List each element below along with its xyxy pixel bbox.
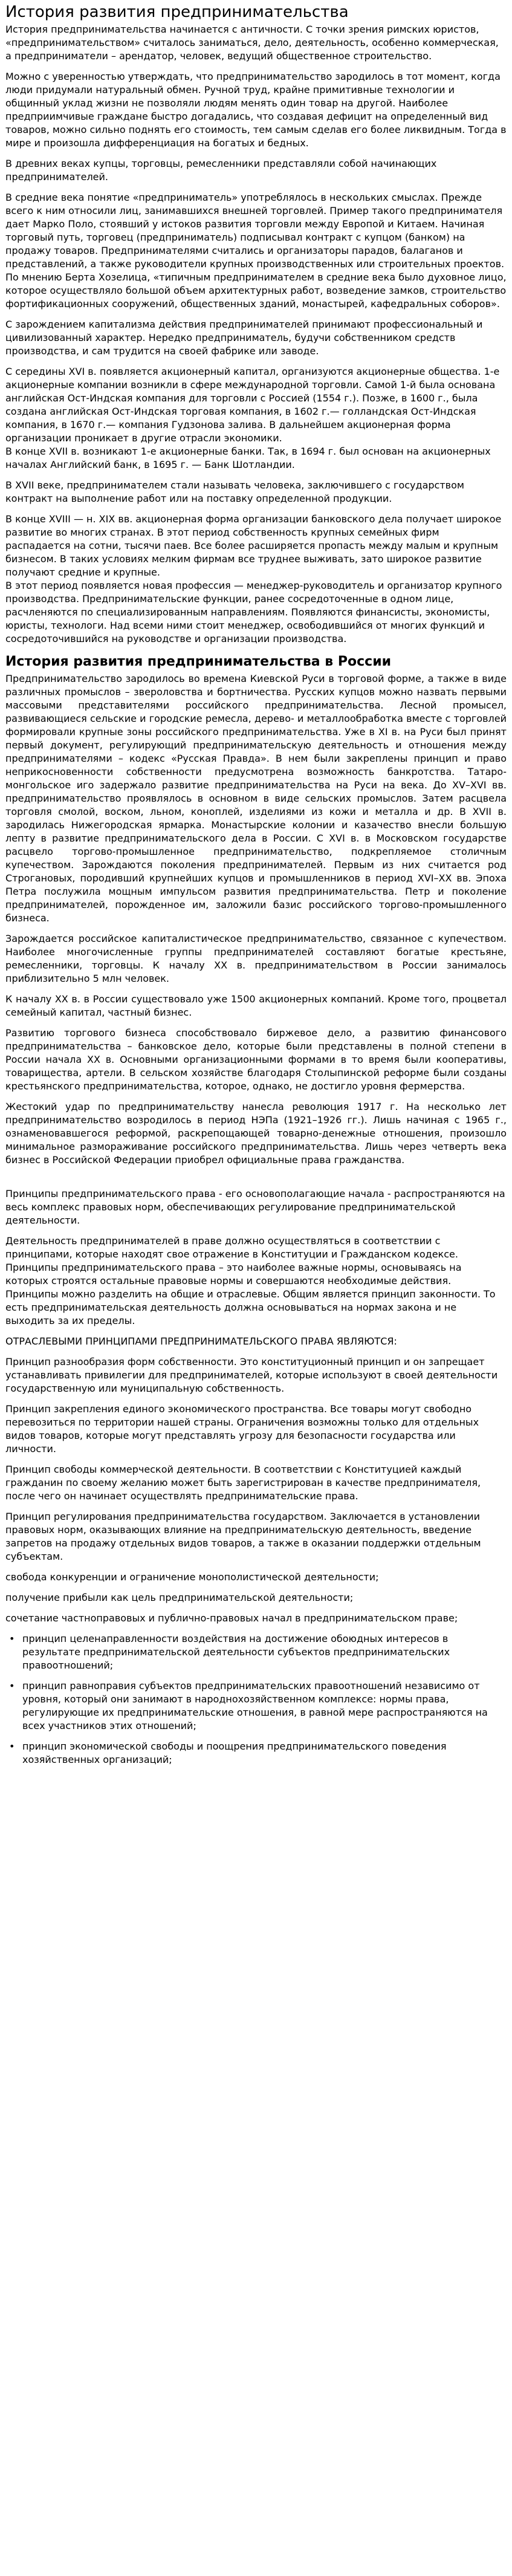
list-item-text: принцип экономической свободы и поощрения предпринимательского поведения хозяйственных организаций;	[22, 1741, 447, 1765]
principles-list	[5, 1632, 507, 1767]
paragraph: В средние века понятие «предприниматель» употреблялось в нескольких смыслах. Прежде всего к ним относили лиц, занимавшихся внешней торговлей. Пример такого предпринимателя дает Марко Поло, стоявший у истоков развития торговли между Европой и Китаем. Начиная торговый путь, торговец (предприниматель) подписывал контракт с купцом (банком) на продажу товаров. Предпринимателями считались и организаторы парадов, балаганов и представлений, а также руководители крупных производственных или строительных проектов. По мнению Берта Хозелица, «типичным предпринимателем в средние века было духовное лицо, которое осуществляло большой объем архитектурных работ, возведение замков, строительство фортификационных сооружений, общественных зданий, монастырей, кафедральных соборов».	[5, 192, 507, 310]
list-item	[5, 1740, 507, 1767]
paragraph: С середины XVI в. появляется акционерный капитал, организуются акционерные общества. 1-е акционерные компании возникли в сфере международной торговли. Самой 1-й была основана английская Ост-Индская компания для торговли с Россией (1554 г.). Позже, в 1600 г., была создана английская Ост-Индская торговая компания, в 1602 г.— голландская Ост-Индская компания, в 1670 г.— компания Гудзонова залива. В дальнейшем акционерная форма организации проникает в другие отрасли экономики. В конце XVII в. возникают 1-е акционерные банки. Так, в 1694 г. был основан на акционерных началах Английский банк, в 1695 г. — Банк Шотландии.	[5, 366, 500, 470]
paragraph: Принципы предпринимательского права - его основополагающие начала - распространяются на весь комплекс правовых норм, обеспечивающих регулирование предпринимательской деятельности.	[5, 1188, 505, 1226]
section-title-russia: История развития предпринимательства в России	[5, 654, 392, 669]
paragraph: сочетание частноправовых и публично-правовых начал в предпринимательском праве;	[5, 1612, 458, 1624]
paragraph: свобода конкуренции и ограничение монополистической деятельности;	[5, 1571, 379, 1583]
paragraph: С зарождением капитализма действия предпринимателей принимают профессиональный и цивилизованный характер. Нередко предприниматель, будучи собственником средств производства, и сам трудится на своей фабрике или заводе.	[5, 319, 483, 357]
paragraph: Зарождается российское капиталистическое предпринимательство, связанное с купечеством. Наиболее многочисленные группы предпринимателей составляют богатые крестьяне, ремесленники, торговцы. К началу XX в. предпринимательством в России занималось приблизительно 5 млн человек.	[5, 933, 507, 984]
list-item	[5, 1679, 507, 1733]
principles-heading: ОТРАСЛЕВЫМИ ПРИНЦИПАМИ ПРЕДПРИНИМАТЕЛЬСКОГО ПРАВА ЯВЛЯЮТСЯ:	[5, 1335, 397, 1347]
paragraph: В XVII веке, предпринимателем стали называть человека, заключившего с государством контракт на выполнение работ или на поставку определенной продукции.	[5, 479, 464, 504]
bullet-icon: •	[9, 1680, 15, 1692]
paragraph: Развитию торгового бизнеса способствовало биржевое дело, а развитию финансового предпринимательства – банковское дело, которые были представлены в полной степени в России начала XX в. Основными организационными формами в то время были кооперативы, товарищества, артели. В сельском хозяйстве благодаря Столыпинской реформе были созданы крестьянского предпринимательства, которое, однако, не достигло уровня фермерства.	[5, 1027, 507, 1092]
spacer	[5, 1174, 507, 1187]
paragraph: Деятельность предпринимателей в праве должно осуществляться в соответствии с принципами, которые находят свое отражение в Конституции и Гражданском кодексе. Принципы предпринимательского права – это наиболее важные нормы, основываясь на которых строятся остальные правовые нормы и совершаются необходимые действия. Принципы можно разделить на общие и отраслевые. Общим является принцип законности. То есть предпринимательская деятельность должна основываться на нормах закона и не выходить за их пределы.	[5, 1235, 496, 1326]
paragraph: Принцип разнообразия форм собственности. Это конституционный принцип и он запрещает устанавливать привилегии для предпринимателей, которые используют в своей деятельности государственную или муниципальную собственность.	[5, 1356, 498, 1394]
paragraph: Предпринимательство зародилось во времена Киевской Руси в торговой форме, а также в виде различных промыслов – звероловства и бортничества. Русских купцов можно назвать первыми массовыми представителями российского предпринимательства. Лесной промысел, развивающиеся сельские и городские ремесла, дерево- и металлообработка вместе с торговлей формировали крупные зоны российского предпринимательства. Уже в XI в. на Руси был принят первый документ, регулирующий предпринимательскую деятельность и отношения между предпринимателями – кодекс «Русская Правда». В нем были закреплены принцип и право неприкосновенности собственности предусмотрена возможность банкротства. Татаро-монгольское иго задержало развитие предпринимательства на Руси на века. До XV–XVI вв. предпринимательство проявлялось в основном в виде сельских промыслов. Затем расцвела торговля смолой, воском, льном, коноплей, изделиями из кожи и металла и др. В XVII в. зародилась Нижегородская ярмарка. Монастырские колонии и казачество внесли большую лепту в развитие предпринимательского дела в России. С XVI в. в Московском государстве расцвело торгово-промышленное предпринимательство, подкрепляемое столичным купечеством. Зарождаются поколения предпринимателей. Первым из них считается род Строгановых, породивший крупнейших купцов и промышленников в период XVI–XX вв. Эпоха Петра послужила мощным импульсом развития предпринимательства. Петр и поколение предпринимателей, порожденное им, заложили базис российского торгово-промышленного бизнеса.	[5, 673, 507, 924]
paragraph: Принцип свободы коммерческой деятельности. В соответствии с Конституцией каждый гражданин по своему желанию может быть зарегистрирован в качестве предпринимателя, после чего он начинает осуществлять предпринимательские права.	[5, 1464, 481, 1502]
list-item	[5, 1632, 507, 1672]
bullet-icon: •	[9, 1633, 15, 1644]
paragraph: К началу XX в. в России существовало уже 1500 акционерных компаний. Кроме того, процветал семейный капитал, частный бизнес.	[5, 993, 507, 1018]
list-item-text: принцип равноправия субъектов предпринимательских правоотношений независимо от уровня, который они занимают в народнохозяйственном комплексе: нормы права, регулирующие их предпринимательские отношения, в равной мере распространяются на всех участников этих отношений;	[22, 1680, 488, 1731]
paragraph: Принцип регулирования предпринимательства государством. Заключается в установлении правовых норм, оказывающих влияние на предпринимательскую деятельность, введение запретов на продажу отдельных видов товаров, а также в оказании поддержки отдельным субъектам.	[5, 1511, 481, 1562]
paragraph: Принцип закрепления единого экономического пространства. Все товары могут свободно перевозиться по территории нашей страны. Ограничения возможны только для отдельных видов товаров, которые могут представлять угрозу для безопасности государства или личности.	[5, 1403, 479, 1455]
paragraph: Жестокий удар по предпринимательству нанесла революция 1917 г. На несколько лет предпринимательство возродилось в период НЭПа (1921–1926 гг.). Лишь начиная с 1965 г., ознаменовавшегося реформой, раскрепощающей товарно-денежные отношения, произошло минимальное размораживание российского предпринимательства. Лишь через четверть века бизнес в Российской Федерации приобрел официальные права гражданства.	[5, 1101, 507, 1166]
paragraph: получение прибыли как цель предпринимательской деятельности;	[5, 1592, 354, 1603]
paragraph: Можно с уверенностью утверждать, что предпринимательство зародилось в тот момент, когда люди придумали натуральный обмен. Ручной труд, крайне примитивные технологии и общинный уклад жизни не позволяли людям менять один товар на другой. Наиболее предприимчивые граждане быстро догадались, что создавая дефицит на определенный вид товаров, можно сильно поднять его стоимость, тем самым сделав его более ликвидным. Тогда в мире и произошла дифференциация на богатых и бедных.	[5, 71, 507, 149]
list-item-text: принцип целенаправленности воздействия на достижение обоюдных интересов в результате предпринимательской деятельности субъектов предпринимательских правоотношений;	[22, 1633, 450, 1671]
section-title-history: История развития предпринимательства	[5, 3, 349, 21]
paragraph: В древних веках купцы, торговцы, ремесленники представляли собой начинающих предпринимателей.	[5, 158, 437, 183]
paragraph: В конце XVIII — н. XIX вв. акционерная форма организации банковского дела получает широкое развитие во многих странах. В этот период собственность крупных семейных фирм распадается на сотни, тысячи паев. Все более расширяется пропасть между малым и крупным бизнесом. В таких условиях мелким фирмам все труднее выживать, зато широкое развитие получают средние и крупные. В этот период появляется новая профессия — менеджер-руководитель и организатор крупного производства. Предпринимательские функции, ранее сосредоточенные в одном лице, расчленяются по специализированным направлениям. Появляются финансисты, экономисты, юристы, технологи. Над всеми ними стоит менеджер, освободившийся от многих функций и сосредоточившийся на руководстве и организации производства.	[5, 513, 502, 644]
paragraph: История предпринимательства начинается с античности. С точки зрения римских юристов, «предпринимательством» считалось заниматься, дело, деятельность, особенно коммерческая, а предприниматели – арендатор, человек, ведущий общественное строительство.	[5, 24, 499, 62]
bullet-icon: •	[9, 1741, 15, 1752]
